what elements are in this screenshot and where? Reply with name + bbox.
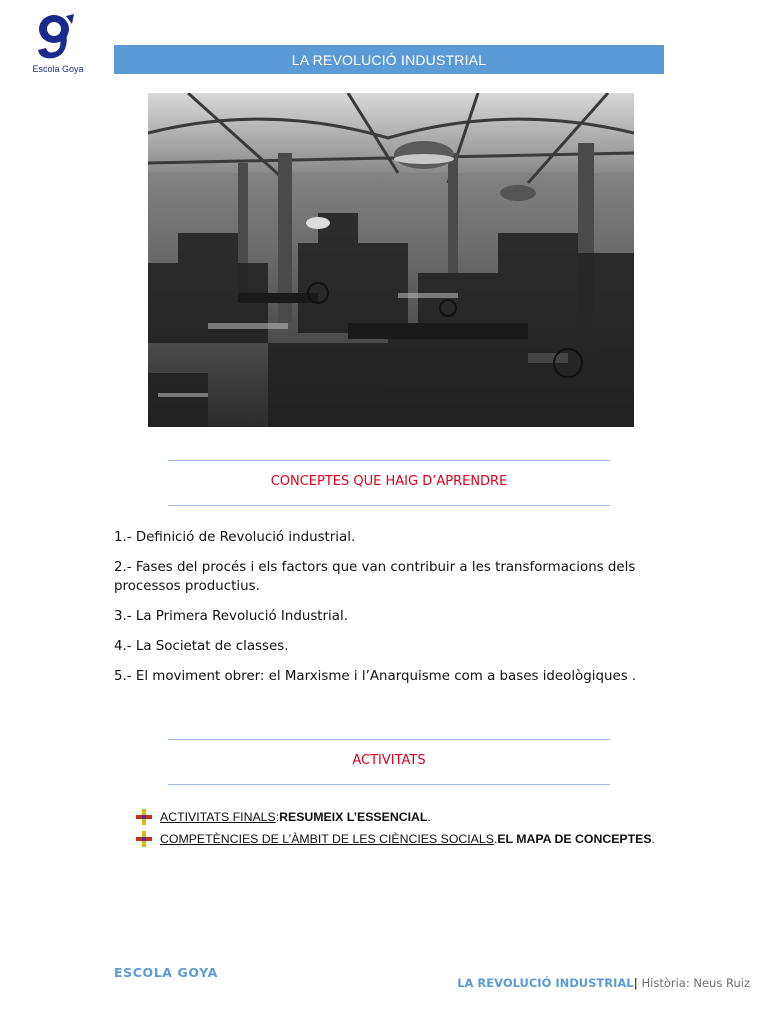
activity-item-final: ACTIVITATS FINALS : RESUMEIX L’ESSENCIAL .: [136, 806, 696, 828]
divider: [168, 784, 610, 785]
factory-machinery-photo: [148, 93, 634, 427]
footer-subject: Història: Neus Ruiz: [637, 976, 750, 990]
school-logo: [30, 10, 86, 76]
footer-title: LA REVOLUCIÓ INDUSTRIAL: [457, 976, 634, 990]
activity-title: EL MAPA DE CONCEPTES: [497, 832, 652, 846]
activities-heading: ACTIVITATS: [352, 753, 426, 768]
activity-title: RESUMEIX L’ESSENCIAL: [279, 810, 428, 824]
activity-link[interactable]: ACTIVITATS FINALS: [160, 810, 276, 824]
footer-separator: |: [633, 976, 638, 990]
activities-list: [136, 806, 696, 850]
list-item: 3.- La Primera Revolució Industrial.: [114, 609, 348, 624]
divider: [168, 739, 610, 740]
list-item: 1.- Definició de Revolució industrial.: [114, 530, 356, 545]
cross-bullet-icon: [136, 831, 152, 847]
letter-g-logo-icon: [30, 10, 86, 66]
list-item: 2.- Fases del procés i els factors que van contribuir a les transformacions dels processos productius.: [114, 560, 636, 594]
list-item: 5.- El moviment obrer: el Marxisme i l’Anarquisme com a bases ideològiques .: [114, 669, 637, 684]
concepts-heading: CONCEPTES QUE HAIG D’APRENDRE: [270, 474, 508, 489]
concepts-list: [114, 528, 674, 697]
divider: [168, 505, 610, 506]
footer-school-name: ESCOLA GOYA: [114, 965, 218, 980]
activity-link[interactable]: COMPETÈNCIES DE L’ÀMBIT DE LES CIÈNCIES SOCIALS: [160, 832, 494, 846]
list-item: 4.- La Societat de classes.: [114, 639, 289, 654]
activity-item-competencies: COMPETÈNCIES DE L’ÀMBIT DE LES CIÈNCIES SOCIALS . EL MAPA DE CONCEPTES .: [136, 828, 696, 850]
divider: [168, 460, 610, 461]
footer-info: [457, 976, 750, 990]
page-title: LA REVOLUCIÓ INDUSTRIAL: [114, 45, 664, 74]
cross-bullet-icon: [136, 809, 152, 825]
logo-text: Escola Goya: [32, 64, 84, 74]
